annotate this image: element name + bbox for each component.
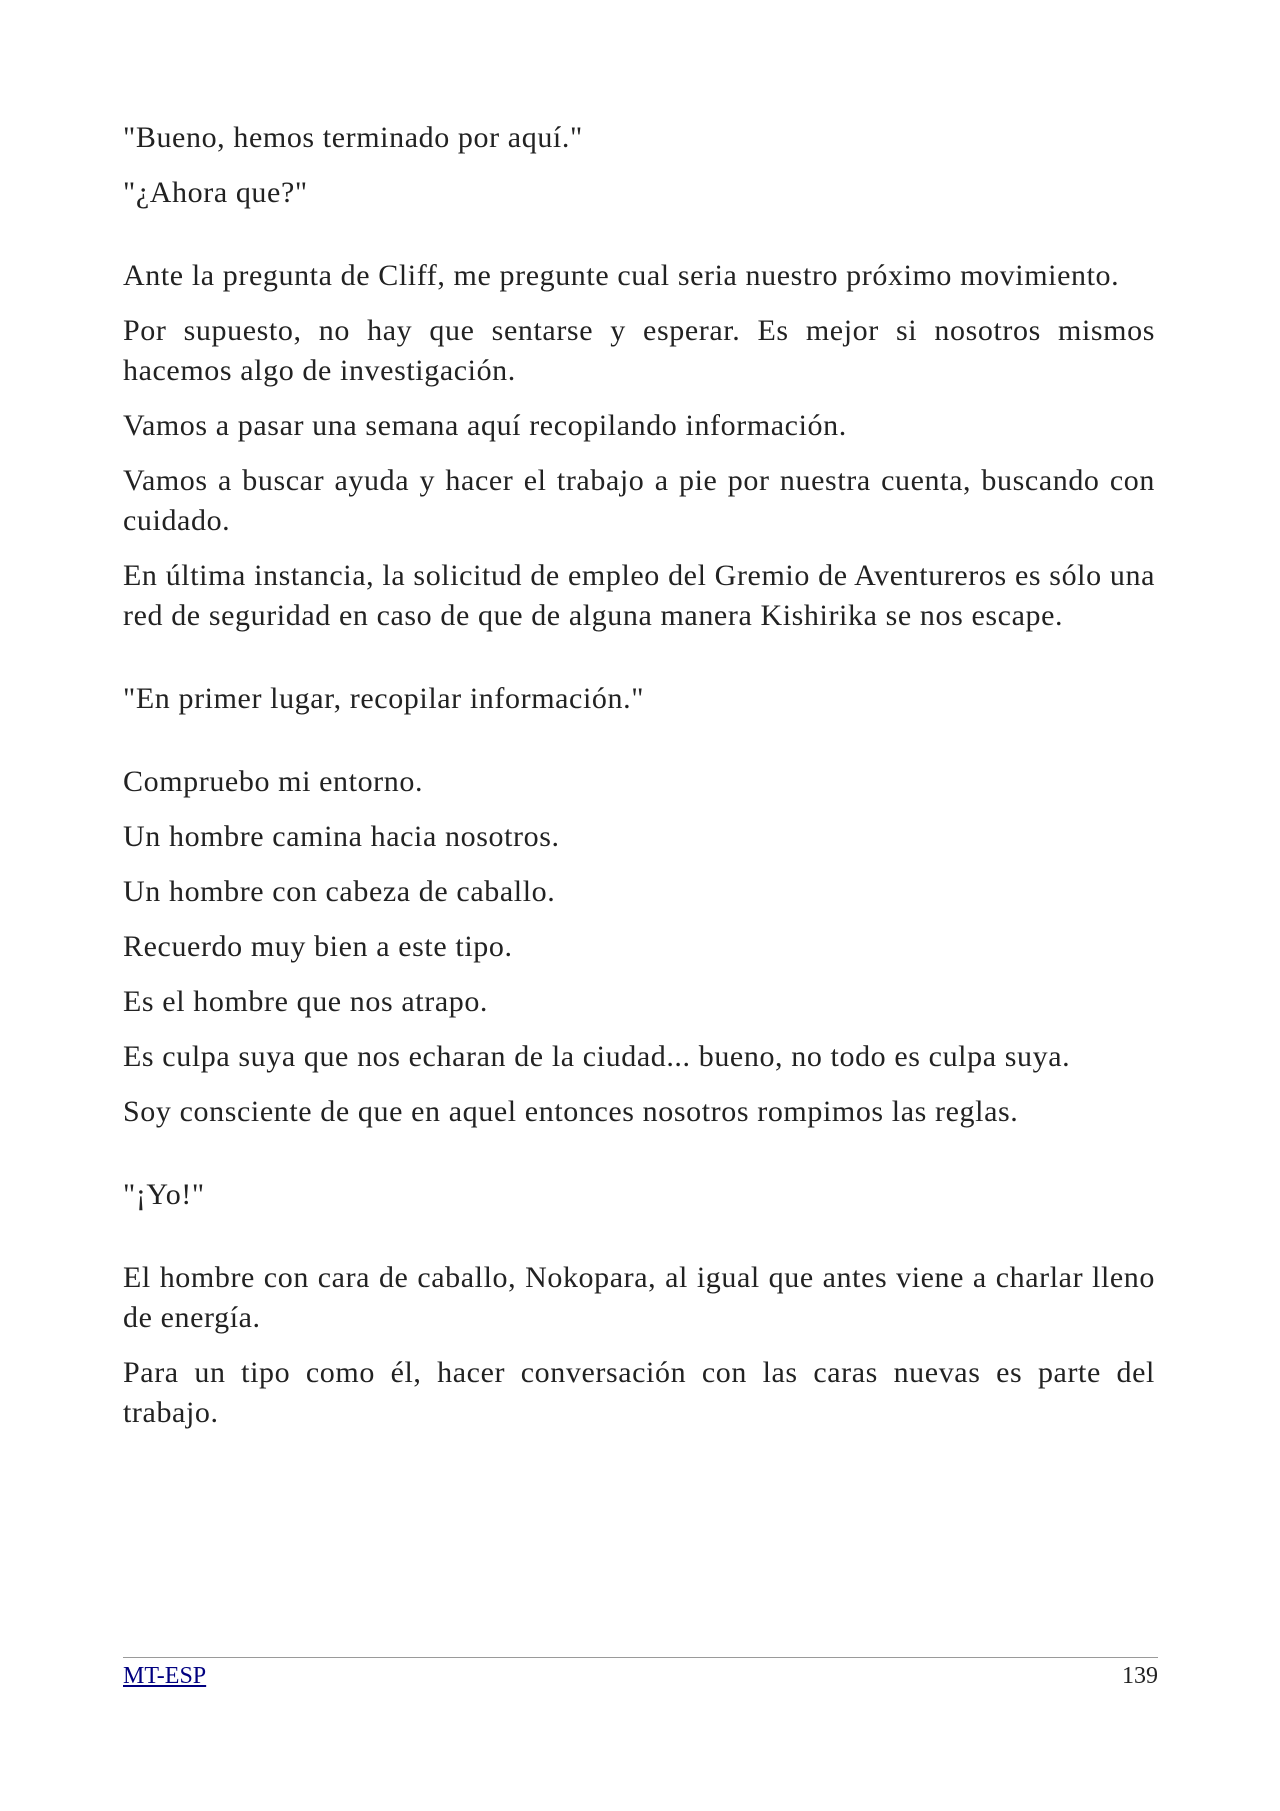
text-paragraph: Soy consciente de que en aquel entonces nosotros rompimos las reglas. [123,1095,1019,1128]
text-paragraph: Es culpa suya que nos echaran de la ciudad... bueno, no todo es culpa suya. [123,1040,1071,1073]
text-paragraph: Para un tipo como él, hacer conversación con las caras nuevas es parte del trabajo. [123,1356,1155,1429]
text-paragraph: Un hombre con cabeza de caballo. [123,875,556,908]
page-body [123,118,1155,1433]
text-paragraph: El hombre con cara de caballo, Nokopara, al igual que antes viene a charlar lleno de energía. [123,1261,1155,1334]
text-paragraph: En última instancia, la solicitud de empleo del Gremio de Aventureros es sólo una red de seguridad en caso de que de alguna manera Kishirika se nos escape. [123,559,1155,632]
footer-link[interactable]: MT-ESP [123,1663,207,1689]
page-number: 139 [1122,1663,1158,1689]
dialogue-paragraph: "¿Ahora que?" [123,176,308,209]
dialogue-paragraph: "En primer lugar, recopilar información." [123,682,645,715]
text-paragraph: Un hombre camina hacia nosotros. [123,820,560,853]
text-paragraph: Recuerdo muy bien a este tipo. [123,930,513,963]
footer-divider [123,1657,1158,1658]
text-paragraph: Vamos a buscar ayuda y hacer el trabajo a pie por nuestra cuenta, buscando con cuidado. [123,464,1155,537]
dialogue-paragraph: "¡Yo!" [123,1178,205,1211]
text-paragraph: Compruebo mi entorno. [123,765,424,798]
text-paragraph: Por supuesto, no hay que sentarse y esperar. Es mejor si nosotros mismos hacemos algo de investigación. [123,314,1155,387]
text-paragraph: Vamos a pasar una semana aquí recopilando información. [123,409,847,442]
text-paragraph: Ante la pregunta de Cliff, me pregunte cual seria nuestro próximo movimiento. [123,259,1120,292]
text-paragraph: Es el hombre que nos atrapo. [123,985,489,1018]
dialogue-paragraph: "Bueno, hemos terminado por aquí." [123,121,583,154]
